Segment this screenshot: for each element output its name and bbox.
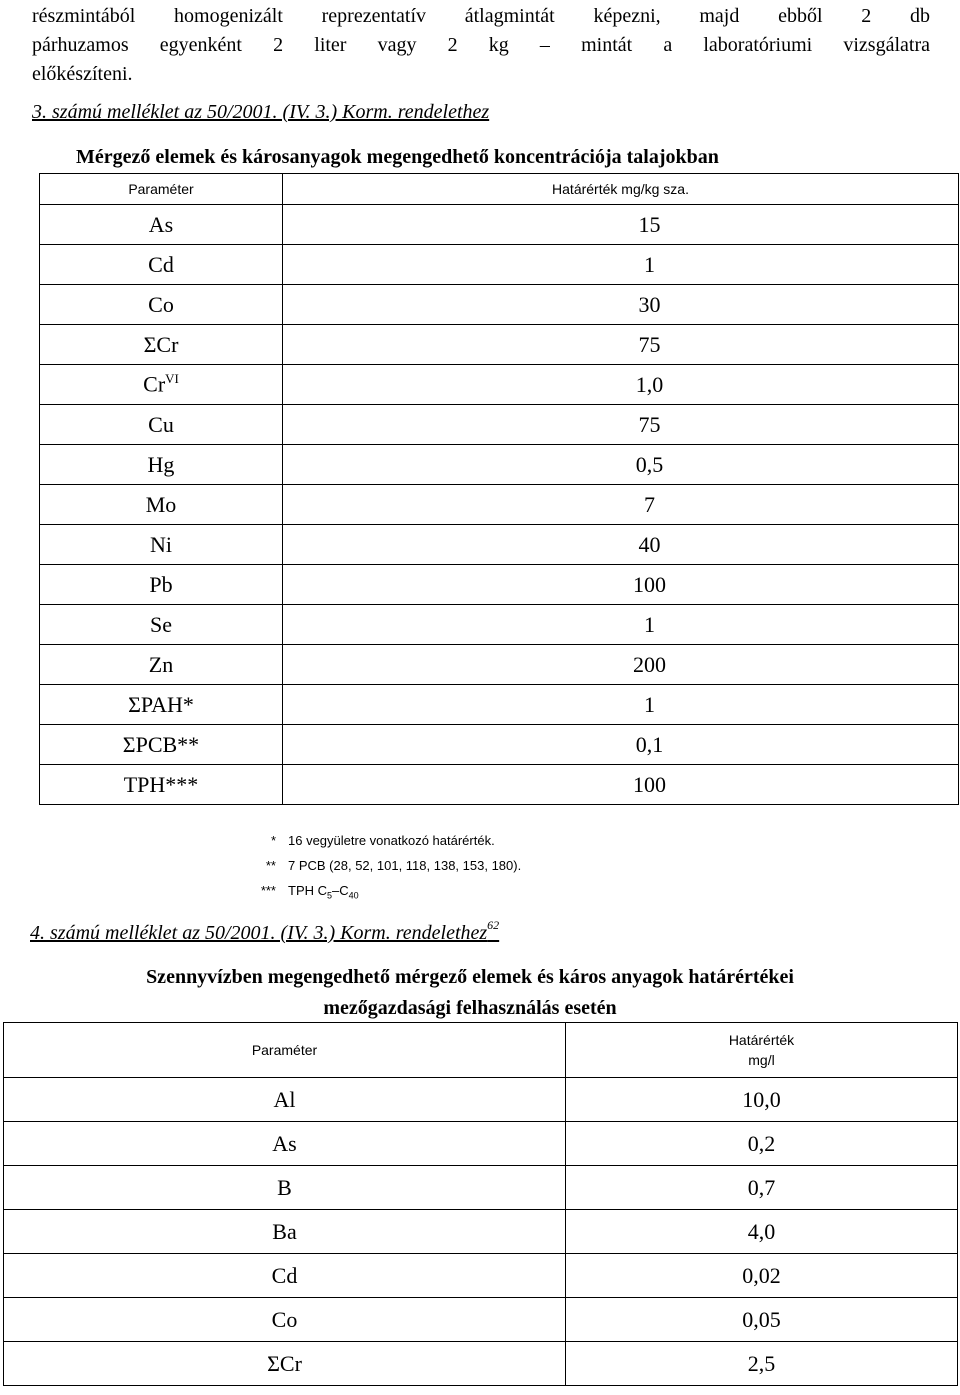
intro-line: párhuzamos egyenként 2 liter vagy 2 kg – mintát a laboratóriumi vizsgálatra xyxy=(32,34,930,56)
intro-line: előkészíteni. xyxy=(32,63,133,85)
footnote-text: 16 vegyületre vonatkozó határérték. xyxy=(288,833,495,848)
column-header-param xyxy=(4,1023,566,1078)
footnote-mark: *** xyxy=(260,883,276,898)
value-cell xyxy=(283,245,959,285)
footnote xyxy=(238,853,521,878)
value-text: 1,0 xyxy=(635,371,664,397)
param-cell: ΣPCB** xyxy=(40,725,283,765)
table-row xyxy=(4,1342,958,1386)
value-text: 100 xyxy=(633,771,666,797)
value-cell xyxy=(283,565,959,605)
value-text: 100 xyxy=(633,571,666,597)
param-cell: Cd xyxy=(4,1254,566,1298)
table-row xyxy=(40,565,959,605)
param-cell: Pb xyxy=(40,565,283,605)
table-row xyxy=(40,525,959,565)
table-row xyxy=(40,725,959,765)
value-cell xyxy=(283,645,959,685)
param-text: Cr xyxy=(143,371,166,397)
value-text: 75 xyxy=(638,411,661,437)
table-row xyxy=(40,205,959,245)
annex3-title: Mérgező elemek és károsanyagok megengedhető koncentrációja talajokban xyxy=(76,146,719,168)
param-cell: Se xyxy=(40,605,283,645)
value-cell: 2,5 xyxy=(566,1342,958,1386)
value-text: 30 xyxy=(638,291,661,317)
param-cell: ΣCr xyxy=(4,1342,566,1386)
column-header-param-text: Paraméter xyxy=(251,1042,318,1058)
footnote-mark: ** xyxy=(265,858,276,873)
footnote-text: –C xyxy=(332,883,349,898)
table-header-row xyxy=(4,1023,958,1078)
footnote xyxy=(238,828,521,853)
value-text: 200 xyxy=(633,651,666,677)
table-row xyxy=(40,325,959,365)
footnote-subscript: 5 xyxy=(327,890,333,901)
annex4-title-line: Szennyvízben megengedhető mérgező elemek és káros anyagok határértékei xyxy=(146,966,794,988)
value-cell xyxy=(283,405,959,445)
footnotes xyxy=(238,828,521,909)
param-cell: Mo xyxy=(40,485,283,525)
value-cell: 0,02 xyxy=(566,1254,958,1298)
table-row xyxy=(40,285,959,325)
value-cell xyxy=(283,525,959,565)
table-row xyxy=(4,1122,958,1166)
table-header-row xyxy=(40,174,959,205)
param-cell: Ba xyxy=(4,1210,566,1254)
param-cell: B xyxy=(4,1166,566,1210)
annex4-footnote-ref[interactable]: 62 xyxy=(487,918,500,932)
param-cell: Ni xyxy=(40,525,283,565)
footnote-text: TPH C xyxy=(288,883,327,898)
table-row xyxy=(4,1298,958,1342)
table-row xyxy=(40,405,959,445)
value-cell: 0,05 xyxy=(566,1298,958,1342)
value-cell xyxy=(283,725,959,765)
value-text: 1 xyxy=(644,251,655,277)
param-cell: TPH*** xyxy=(40,765,283,805)
value-cell: 0,2 xyxy=(566,1122,958,1166)
annex4-title xyxy=(0,962,940,1024)
intro-paragraph xyxy=(32,2,930,89)
value-cell: 0,7 xyxy=(566,1166,958,1210)
value-text: 7 xyxy=(644,491,655,517)
column-header-limit: Határérték mg/kg sza. xyxy=(283,174,959,205)
param-cell: Co xyxy=(40,285,283,325)
column-header-param: Paraméter xyxy=(40,174,283,205)
param-superscript: VI xyxy=(165,371,179,387)
value-cell: 10,0 xyxy=(566,1078,958,1122)
table-row xyxy=(40,765,959,805)
value-text: 15 xyxy=(638,211,661,237)
footnote-subscript: 40 xyxy=(348,890,359,901)
soil-limits-table xyxy=(39,173,959,805)
value-cell xyxy=(283,285,959,325)
param-cell: Cd xyxy=(40,245,283,285)
column-header-limit xyxy=(566,1023,958,1078)
annex4-title-line: mezőgazdasági felhasználás esetén xyxy=(323,997,617,1019)
param-cell: Cu xyxy=(40,405,283,445)
value-cell xyxy=(283,365,959,405)
table-row xyxy=(40,245,959,285)
value-cell: 4,0 xyxy=(566,1210,958,1254)
param-cell: Zn xyxy=(40,645,283,685)
param-cell: Al xyxy=(4,1078,566,1122)
value-cell xyxy=(283,325,959,365)
table-row xyxy=(40,485,959,525)
value-text: 40 xyxy=(638,531,661,557)
footnote-mark: * xyxy=(270,833,276,848)
value-text: 0,5 xyxy=(635,451,664,477)
param-cell: ΣCr xyxy=(40,325,283,365)
value-text: 1 xyxy=(644,691,655,717)
table-row xyxy=(40,365,959,405)
column-header-limit-line: Határérték xyxy=(728,1032,795,1048)
value-cell xyxy=(283,485,959,525)
value-cell xyxy=(283,205,959,245)
value-cell xyxy=(283,765,959,805)
value-cell xyxy=(283,445,959,485)
param-cell: Hg xyxy=(40,445,283,485)
table-row xyxy=(4,1078,958,1122)
param-cell xyxy=(40,365,283,405)
table-row xyxy=(40,605,959,645)
table-row xyxy=(4,1210,958,1254)
footnote-text: 7 PCB (28, 52, 101, 118, 138, 153, 180). xyxy=(288,858,522,873)
table-row xyxy=(40,445,959,485)
value-cell xyxy=(283,685,959,725)
footnote xyxy=(238,878,521,909)
table-row xyxy=(4,1166,958,1210)
param-cell: As xyxy=(4,1122,566,1166)
param-cell: Co xyxy=(4,1298,566,1342)
param-cell: As xyxy=(40,205,283,245)
intro-line: részmintából homogenizált reprezentatív átlagmintát képezni, majd ebből 2 db xyxy=(32,5,930,27)
table-row xyxy=(4,1254,958,1298)
table-row xyxy=(40,645,959,685)
annex4-heading xyxy=(30,918,499,945)
column-header-limit-line: mg/l xyxy=(748,1052,775,1068)
wastewater-limits-table xyxy=(3,1022,958,1386)
annex3-heading: 3. számú melléklet az 50/2001. (IV. 3.) Korm. rendelethez xyxy=(32,101,490,123)
annex4-heading-text: 4. számú melléklet az 50/2001. (IV. 3.) Korm. rendelethez xyxy=(30,922,488,944)
value-text: 75 xyxy=(638,331,661,357)
value-text: 0,1 xyxy=(635,731,664,757)
value-cell xyxy=(283,605,959,645)
table-row xyxy=(40,685,959,725)
value-text: 1 xyxy=(644,611,655,637)
param-cell: ΣPAH* xyxy=(40,685,283,725)
